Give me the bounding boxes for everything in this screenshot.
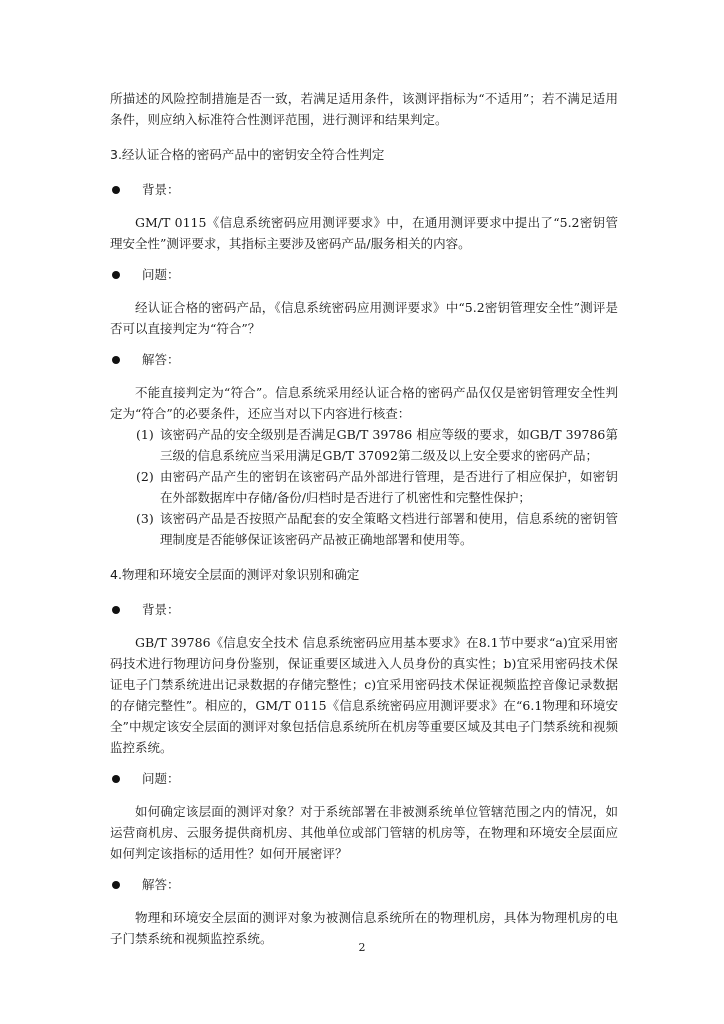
list-item-text: 该密码产品是否按照产品配套的安全策略文档进行部署和使用，信息系统的密钥管理制度是否能够保证该密码产品被正确地部署和使用等。 bbox=[160, 511, 618, 547]
bullet-icon bbox=[112, 775, 120, 783]
section3-background-label: 背景： bbox=[142, 182, 180, 197]
list-item-number: (3) bbox=[136, 511, 154, 526]
section3-answer-label: 解答： bbox=[142, 352, 180, 367]
section4-question-label: 问题： bbox=[142, 771, 180, 786]
section4-answer-label: 解答： bbox=[142, 877, 180, 892]
section3-question-text: 经认证合格的密码产品，《信息系统密码应用测评要求》中“5.2密钥管理安全性”测评是否可以直接判定为“符合”？ bbox=[110, 300, 618, 336]
section4-question-text: 如何确定该层面的测评对象？对于系统部署在非被测系统单位管辖范围之内的情况，如运营商机房、云服务提供商机房、其他单位或部门管辖的机房等，在物理和环境安全层面应如何判定该指标的适用性？如何开展密评？ bbox=[110, 804, 618, 861]
list-item-text: 该密码产品的安全级别是否满足GB/T 39786 相应等级的要求，如GB/T 39786第三级的信息系统应当采用满足GB/T 37092第二级及以上安全要求的密码产品； bbox=[160, 427, 618, 463]
bullet-icon bbox=[112, 881, 120, 889]
section3-answer-bullet bbox=[110, 349, 618, 370]
section3-background-bullet bbox=[110, 179, 618, 200]
section3-background-text: GM/T 0115《信息系统密码应用测评要求》中，在通用测评要求中提出了“5.2密钥管理安全性”测评要求，其指标主要涉及密码产品/服务相关的内容。 bbox=[110, 215, 618, 251]
bullet-icon bbox=[112, 186, 120, 194]
bullet-icon bbox=[112, 606, 120, 614]
section4-background-text: GB/T 39786《信息安全技术 信息系统密码应用基本要求》在8.1节中要求“a)宜采用密码技术进行物理访问身份鉴别，保证重要区域进入人员身份的真实性；b)宜采用密码技术保证电子门禁系统进出记录数据的存储完整性；c)宜采用密码技术保证视频监控音像记录数据的存储完整性”。相应的，GM/T 0115《信息系统密码应用测评要求》在“6.1物理和环境安全”中规定该安全层面的测评对象包括信息系统所在机房等重要区域及其电子门禁系统和视频监控系统。 bbox=[110, 635, 618, 755]
list-item bbox=[110, 466, 618, 508]
section4-question-bullet bbox=[110, 768, 618, 789]
page-number: 2 bbox=[358, 941, 366, 954]
list-item-text: 由密码产品产生的密钥在该密码产品外部进行管理，是否进行了相应保护，如密钥在外部数据库中存储/备份/归档时是否进行了机密性和完整性保护； bbox=[160, 469, 618, 505]
section3-question-bullet bbox=[110, 264, 618, 285]
bullet-icon bbox=[112, 356, 120, 364]
section3-answer-text: 不能直接判定为“符合”。信息系统采用经认证合格的密码产品仅仅是密钥管理安全性判定为“符合”的必要条件，还应当对以下内容进行核查： bbox=[110, 385, 618, 421]
bullet-icon bbox=[112, 271, 120, 279]
section4-heading: 4.物理和环境安全层面的测评对象识别和确定 bbox=[110, 567, 360, 582]
list-item bbox=[110, 508, 618, 550]
section3-heading: 3.经认证合格的密码产品中的密钥安全符合性判定 bbox=[110, 147, 385, 162]
section3-answer-list bbox=[110, 424, 618, 550]
list-item-number: (2) bbox=[136, 469, 154, 484]
section3-question-label: 问题： bbox=[142, 267, 180, 282]
intro-paragraph: 所描述的风险控制措施是否一致，若满足适用条件，该测评指标为“不适用”；若不满足适用条件，则应纳入标准符合性测评范围，进行测评和结果判定。 bbox=[110, 91, 618, 127]
document-page bbox=[110, 88, 618, 949]
section4-answer-bullet bbox=[110, 874, 618, 895]
section4-answer-text: 物理和环境安全层面的测评对象为被测信息系统所在的物理机房，具体为物理机房的电子门禁系统和视频监控系统。 bbox=[110, 910, 618, 946]
list-item-number: (1) bbox=[136, 427, 154, 442]
section4-background-bullet bbox=[110, 599, 618, 620]
list-item bbox=[110, 424, 618, 466]
section4-background-label: 背景： bbox=[142, 602, 180, 617]
